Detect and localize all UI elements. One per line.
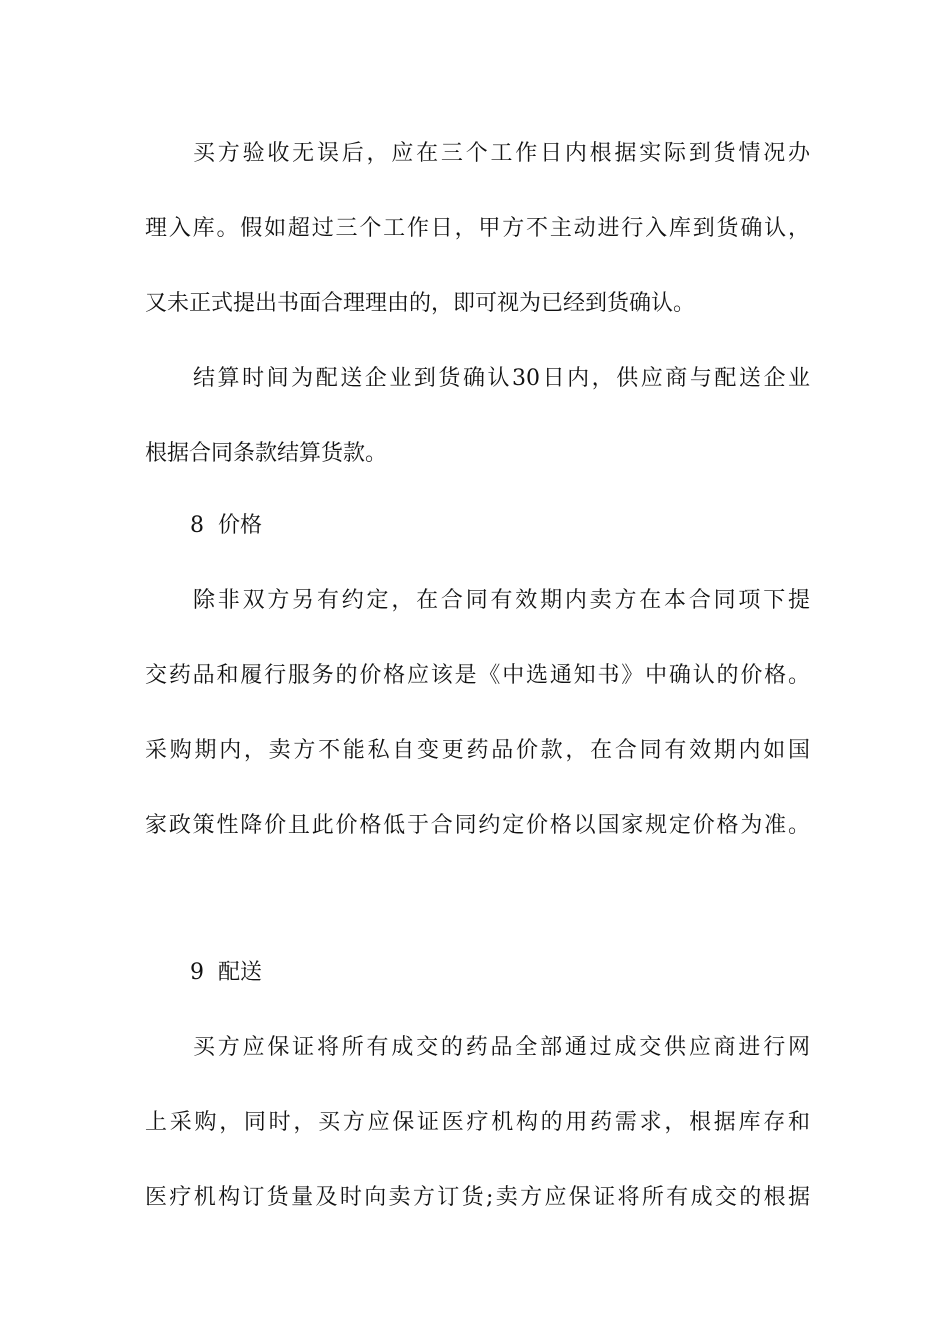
paragraph-line: 又未正式提出书面合理理由的，即可视为已经到货确认。: [145, 291, 696, 316]
paragraph-line: 根据合同条款结算货款。: [145, 441, 388, 466]
section-heading-delivery: 9 配送: [190, 960, 262, 985]
paragraph-line: 买方验收无误后，应在三个工作日内根据实际到货情况办: [193, 141, 810, 166]
paragraph-line: 采购期内，卖方不能私自变更药品价款，在合同有效期内如国: [145, 738, 810, 763]
paragraph-line: 医疗机构订货量及时向卖方订货;卖方应保证将所有成交的根据: [145, 1185, 810, 1210]
paragraph-line: 交药品和履行服务的价格应该是《中选通知书》中确认的价格。: [145, 663, 810, 688]
paragraph-line: 结算时间为配送企业到货确认30日内，供应商与配送企业: [193, 366, 810, 391]
paragraph-line: 买方应保证将所有成交的药品全部通过成交供应商进行网: [193, 1035, 810, 1060]
paragraph-line: 家政策性降价且此价格低于合同约定价格以国家规定价格为准。: [145, 813, 810, 838]
section-heading-price: 8 价格: [190, 513, 262, 538]
paragraph-line: 上采购，同时，买方应保证医疗机构的用药需求，根据库存和: [145, 1110, 810, 1135]
paragraph-line: 除非双方另有约定，在合同有效期内卖方在本合同项下提: [193, 588, 810, 613]
paragraph-line: 理入库。假如超过三个工作日，甲方不主动进行入库到货确认，: [145, 216, 810, 241]
